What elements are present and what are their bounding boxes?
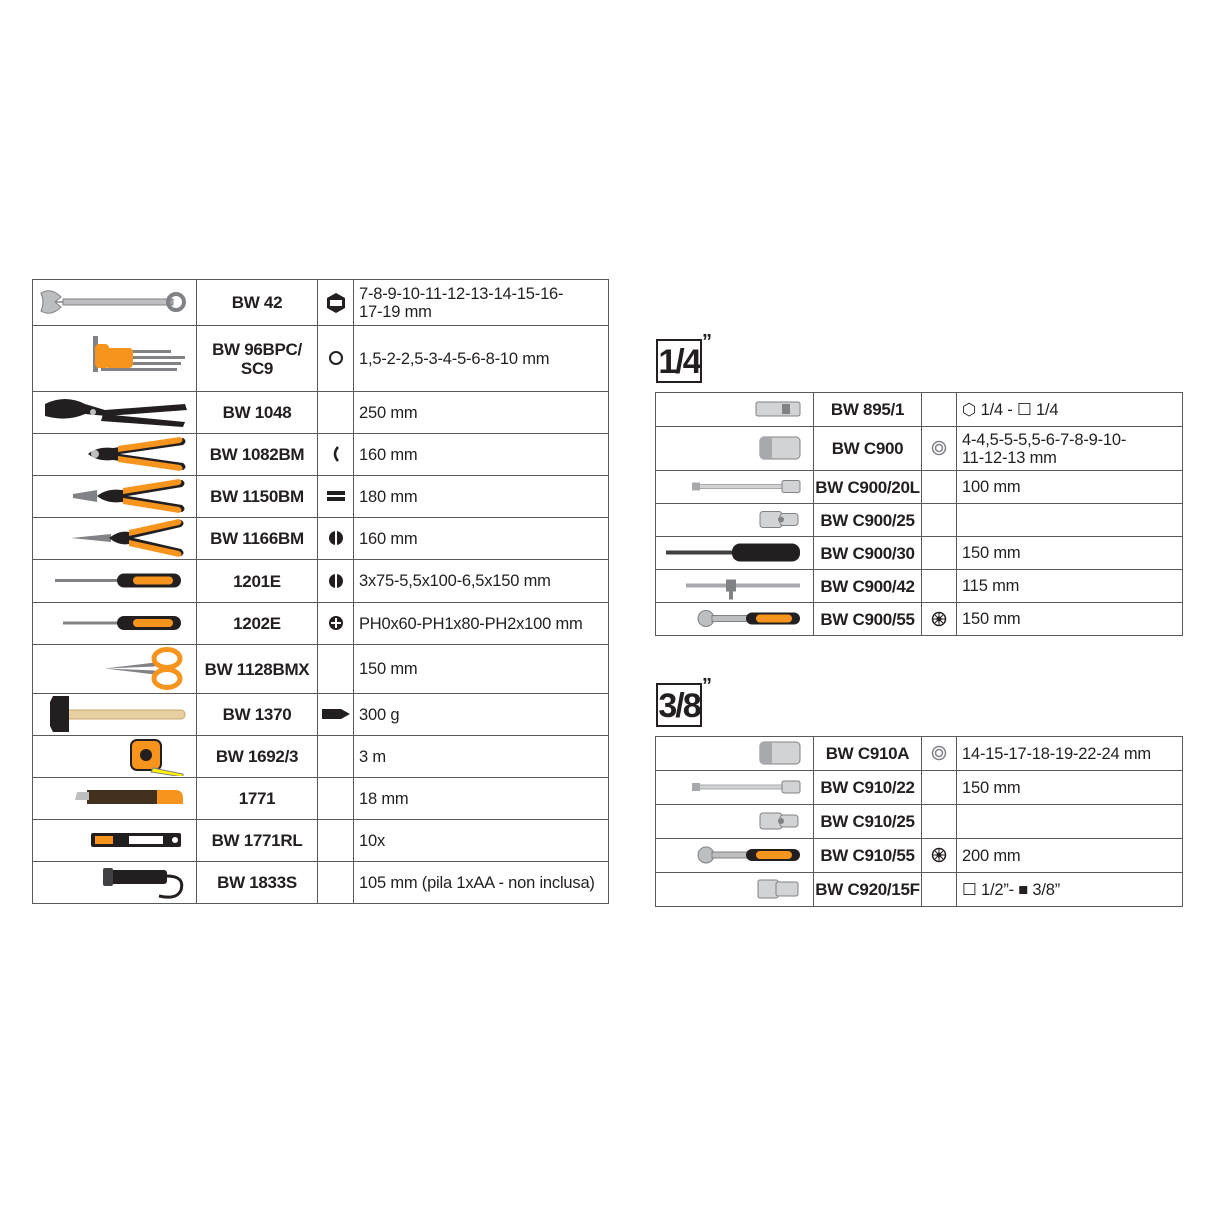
size-spec: 10x <box>354 820 609 862</box>
size-spec: 200 mm <box>957 839 1183 873</box>
tool-image-cell <box>656 427 814 471</box>
extension-bar-icon <box>656 471 810 504</box>
tool-image-cell <box>656 771 814 805</box>
table-row <box>656 771 1183 805</box>
spinner-handle-icon <box>656 537 810 570</box>
spec-symbol-cell <box>318 518 354 560</box>
product-code: BW 895/1 <box>814 393 922 427</box>
universal-joint-icon <box>656 805 810 839</box>
table-row <box>656 570 1183 603</box>
table-row <box>33 694 609 736</box>
tool-image-cell <box>656 393 814 427</box>
tool-image-cell <box>33 603 197 645</box>
phillips-tip-icon <box>328 615 344 632</box>
blade-refills-icon <box>33 820 187 862</box>
product-code: BW 1082BM <box>197 434 318 476</box>
spec-symbol-cell <box>318 560 354 603</box>
tool-image-cell <box>33 694 197 736</box>
table-row <box>656 393 1183 427</box>
product-code: BW C920/15F <box>814 873 922 907</box>
socket-icon <box>656 427 810 471</box>
product-code: 1771 <box>197 778 318 820</box>
diagonal-cutters-icon <box>33 434 187 476</box>
spec-symbol-cell <box>318 326 354 392</box>
product-code: BW C910/25 <box>814 805 922 839</box>
cutting-edge-icon <box>331 446 341 463</box>
inch-mark: ” <box>702 331 712 353</box>
table-row <box>656 427 1183 471</box>
spec-symbol-cell <box>318 392 354 434</box>
water-pump-pliers-icon <box>33 392 187 434</box>
tool-image-cell <box>656 603 814 636</box>
tool-image-cell <box>33 392 197 434</box>
tool-image-cell <box>33 280 197 326</box>
size-spec: 4-4,5-5-5,5-6-7-8-9-10- 11-12-13 mm <box>957 427 1183 471</box>
tool-image-cell <box>33 736 197 778</box>
utility-knife-icon <box>33 778 187 820</box>
combination-pliers-icon <box>33 476 187 518</box>
tool-image-cell <box>656 805 814 839</box>
flashlight-icon <box>33 862 187 904</box>
size-spec <box>957 504 1183 537</box>
spec-symbol-cell <box>922 393 957 427</box>
three-eighths-inch-heading <box>656 675 718 729</box>
tool-image-cell <box>656 537 814 570</box>
tool-image-cell <box>33 518 197 560</box>
table-row <box>656 504 1183 537</box>
size-spec: 105 mm (pila 1xAA - non inclusa) <box>354 862 609 904</box>
socket-icon <box>656 737 810 771</box>
scissors-icon <box>33 645 187 694</box>
product-code: BW C900/20L <box>814 471 922 504</box>
quarter-inch-table <box>655 392 1183 636</box>
tool-image-cell <box>656 873 814 907</box>
circle-outline-icon <box>328 350 344 367</box>
size-spec: 160 mm <box>354 434 609 476</box>
drive-size-label: 3/8 <box>656 683 702 727</box>
flat-jaws-icon <box>326 488 346 505</box>
table-row <box>656 537 1183 570</box>
spec-symbol-cell <box>318 603 354 645</box>
size-spec: 3x75-5,5x100-6,5x150 mm <box>354 560 609 603</box>
table-row <box>33 603 609 645</box>
product-code: BW C910/55 <box>814 839 922 873</box>
table-row <box>33 476 609 518</box>
spec-symbol-cell <box>922 873 957 907</box>
size-spec: 250 mm <box>354 392 609 434</box>
tool-image-cell <box>656 471 814 504</box>
spec-symbol-cell <box>922 471 957 504</box>
spec-symbol-cell <box>922 570 957 603</box>
drive-size-label: 1/4 <box>656 339 702 383</box>
product-code: 1202E <box>197 603 318 645</box>
product-code: BW C900/30 <box>814 537 922 570</box>
size-spec: 150 mm <box>957 603 1183 636</box>
size-spec: 150 mm <box>957 771 1183 805</box>
table-row <box>656 805 1183 839</box>
product-code: BW 1771RL <box>197 820 318 862</box>
table-row <box>33 820 609 862</box>
quarter-inch-heading <box>656 331 718 385</box>
table-row <box>656 737 1183 771</box>
product-code: BW C900/42 <box>814 570 922 603</box>
spec-symbol-cell <box>922 771 957 805</box>
size-spec: 14-15-17-18-19-22-24 mm <box>957 737 1183 771</box>
tool-image-cell <box>33 434 197 476</box>
size-spec: 150 mm <box>957 537 1183 570</box>
size-spec: 300 g <box>354 694 609 736</box>
bit-adapter-icon <box>656 393 810 427</box>
table-row <box>656 471 1183 504</box>
tool-image-cell <box>33 326 197 392</box>
table-row <box>33 778 609 820</box>
spec-symbol-cell <box>318 476 354 518</box>
table-row <box>656 873 1183 907</box>
spec-symbol-cell <box>318 862 354 904</box>
product-code: BW 1833S <box>197 862 318 904</box>
tool-image-cell <box>656 737 814 771</box>
tool-image-cell <box>33 560 197 603</box>
size-spec: ☐ 1/2”- ■ 3/8” <box>957 873 1183 907</box>
product-code: BW C900 <box>814 427 922 471</box>
table-row <box>33 280 609 326</box>
table-row <box>33 645 609 694</box>
tool-image-cell <box>656 570 814 603</box>
spec-symbol-cell <box>318 736 354 778</box>
double-circle-icon <box>931 745 947 762</box>
size-spec <box>957 805 1183 839</box>
ratchet-icon <box>656 839 810 873</box>
spec-symbol-cell <box>318 778 354 820</box>
table-row <box>33 736 609 778</box>
tool-image-cell <box>656 839 814 873</box>
slotted-screwdriver-icon <box>33 560 187 603</box>
table-row <box>656 839 1183 873</box>
table-row <box>33 392 609 434</box>
size-spec: 180 mm <box>354 476 609 518</box>
phillips-screwdriver-icon <box>33 603 187 645</box>
spec-symbol-cell <box>922 537 957 570</box>
hand-tools-table <box>32 279 609 904</box>
product-code: BW 1692/3 <box>197 736 318 778</box>
half-round-jaws-icon <box>328 530 344 547</box>
gear-teeth-icon <box>931 610 947 627</box>
tape-measure-icon <box>33 736 187 778</box>
double-circle-icon <box>931 440 947 457</box>
product-code: BW C900/25 <box>814 504 922 537</box>
product-code: BW 1048 <box>197 392 318 434</box>
spec-symbol-cell <box>922 603 957 636</box>
product-code: BW 1128BMX <box>197 645 318 694</box>
spec-symbol-cell <box>922 504 957 537</box>
tool-image-cell <box>33 476 197 518</box>
product-code: 1201E <box>197 560 318 603</box>
table-row <box>33 862 609 904</box>
product-code: BW C900/55 <box>814 603 922 636</box>
table-row <box>33 326 609 392</box>
size-spec: 150 mm <box>354 645 609 694</box>
combination-wrench-icon <box>33 280 187 326</box>
size-spec: 115 mm <box>957 570 1183 603</box>
adapter-icon <box>656 873 810 907</box>
product-code: BW 96BPC/ SC9 <box>197 326 318 392</box>
tool-image-cell <box>33 820 197 862</box>
spec-symbol-cell <box>922 839 957 873</box>
table-row <box>33 434 609 476</box>
extension-bar-icon <box>656 771 810 805</box>
size-spec: 160 mm <box>354 518 609 560</box>
hammer-icon <box>33 694 187 736</box>
spec-symbol-cell <box>922 427 957 471</box>
product-code: BW 42 <box>197 280 318 326</box>
inch-mark: ” <box>702 675 712 697</box>
universal-joint-icon <box>656 504 810 537</box>
spec-symbol-cell <box>318 820 354 862</box>
spec-symbol-cell <box>318 694 354 736</box>
product-code: BW C910/22 <box>814 771 922 805</box>
spec-symbol-cell <box>318 434 354 476</box>
spec-symbol-cell <box>318 645 354 694</box>
size-spec: ⬡ 1/4 - ☐ 1/4 <box>957 393 1183 427</box>
tool-image-cell <box>33 778 197 820</box>
spec-symbol-cell <box>922 805 957 839</box>
hex-key-set-icon <box>33 326 187 392</box>
table-row <box>33 560 609 603</box>
size-spec: 18 mm <box>354 778 609 820</box>
size-spec: 3 m <box>354 736 609 778</box>
size-spec: PH0x60-PH1x80-PH2x100 mm <box>354 603 609 645</box>
product-code: BW 1166BM <box>197 518 318 560</box>
product-code: BW C910A <box>814 737 922 771</box>
tool-image-cell <box>33 645 197 694</box>
tool-image-cell <box>33 862 197 904</box>
ratchet-icon <box>656 603 810 636</box>
three-eighths-inch-table <box>655 736 1183 907</box>
slotted-tip-icon <box>328 572 344 589</box>
hex-nut-icon <box>325 294 347 311</box>
size-spec: 7-8-9-10-11-12-13-14-15-16- 17-19 mm <box>354 280 609 326</box>
gear-teeth-icon <box>931 847 947 864</box>
size-spec: 100 mm <box>957 471 1183 504</box>
hammer-head-icon <box>321 706 351 723</box>
size-spec: 1,5-2-2,5-3-4-5-6-8-10 mm <box>354 326 609 392</box>
spec-symbol-cell <box>922 737 957 771</box>
product-code: BW 1150BM <box>197 476 318 518</box>
tool-image-cell <box>656 504 814 537</box>
table-row <box>33 518 609 560</box>
table-row <box>656 603 1183 636</box>
t-handle-icon <box>656 570 810 603</box>
product-code: BW 1370 <box>197 694 318 736</box>
long-nose-pliers-icon <box>33 518 187 560</box>
spec-symbol-cell <box>318 280 354 326</box>
